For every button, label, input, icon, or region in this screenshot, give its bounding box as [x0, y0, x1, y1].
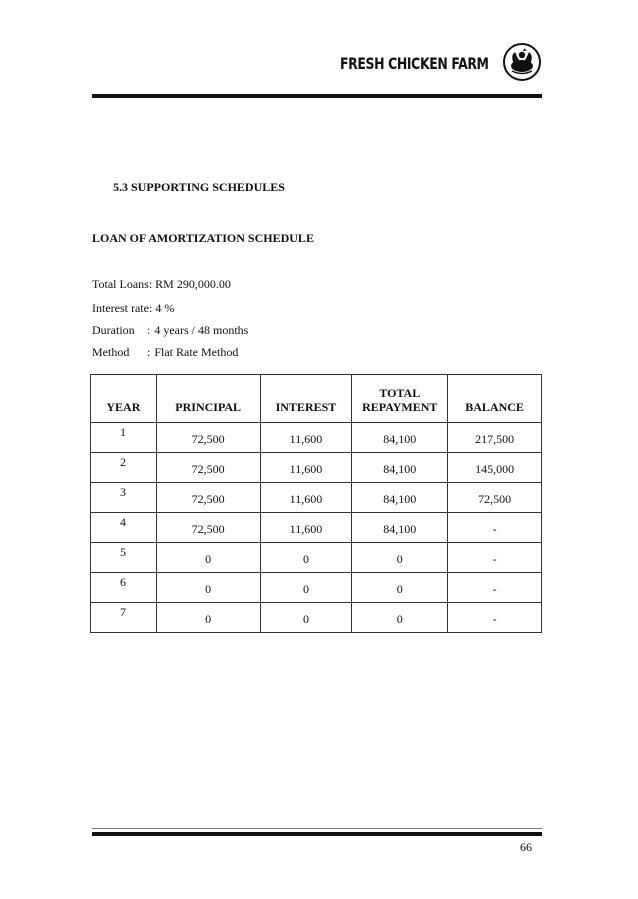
- header-total-line2: REPAYMENT: [362, 400, 438, 414]
- header-rule: [92, 94, 542, 98]
- header-balance: BALANCE: [448, 375, 542, 423]
- cell-total: 0: [352, 543, 448, 573]
- header-interest: INTEREST: [260, 375, 352, 423]
- cell-year: 1: [91, 423, 157, 453]
- brand-header: [330, 42, 550, 86]
- cell-year: 2: [91, 453, 157, 483]
- cell-balance: 145,000: [448, 453, 542, 483]
- interest-rate-label: Interest rate:: [92, 301, 153, 315]
- cell-total: 0: [352, 573, 448, 603]
- header-total-repayment: [352, 375, 448, 423]
- brand-name: FRESH CHICKEN FARM: [340, 54, 489, 73]
- cell-interest: 11,600: [260, 453, 352, 483]
- method-value: Flat Rate Method: [154, 345, 239, 359]
- page-number: 66: [520, 840, 532, 854]
- cell-interest: 11,600: [260, 423, 352, 453]
- method-separator: :: [147, 345, 151, 359]
- cell-total: 84,100: [352, 453, 448, 483]
- cell-total: 84,100: [352, 483, 448, 513]
- cell-balance: -: [448, 543, 542, 573]
- cell-interest: 0: [260, 573, 352, 603]
- table-row: [91, 423, 542, 453]
- duration-separator: :: [147, 323, 151, 337]
- cell-year: 7: [91, 603, 157, 633]
- footer-rule-thin: [92, 828, 542, 829]
- cell-principal: 72,500: [156, 483, 260, 513]
- cell-year: 3: [91, 483, 157, 513]
- table-row: [91, 513, 542, 543]
- cell-principal: 0: [156, 543, 260, 573]
- table-row: [91, 543, 542, 573]
- cell-interest: 11,600: [260, 483, 352, 513]
- duration-line: [92, 323, 248, 338]
- duration-label: Duration: [92, 323, 135, 337]
- total-loans-value: RM 290,000.00: [155, 277, 231, 291]
- schedule-title: LOAN OF AMORTIZATION SCHEDULE: [92, 231, 314, 245]
- cell-interest: 0: [260, 543, 352, 573]
- cell-year: 4: [91, 513, 157, 543]
- cell-principal: 0: [156, 603, 260, 633]
- method-label: Method: [92, 345, 130, 359]
- cell-balance: 72,500: [448, 483, 542, 513]
- section-heading: 5.3 SUPPORTING SCHEDULES: [113, 180, 285, 194]
- cell-total: 84,100: [352, 423, 448, 453]
- cell-interest: 0: [260, 603, 352, 633]
- cell-principal: 72,500: [156, 513, 260, 543]
- cell-total: 84,100: [352, 513, 448, 543]
- cell-balance: -: [448, 513, 542, 543]
- table-row: [91, 453, 542, 483]
- header-principal: PRINCIPAL: [156, 375, 260, 423]
- cell-interest: 11,600: [260, 513, 352, 543]
- interest-rate-value: 4 %: [155, 301, 175, 315]
- cell-total: 0: [352, 603, 448, 633]
- amortization-table: [90, 374, 542, 633]
- cell-balance: -: [448, 573, 542, 603]
- cell-principal: 72,500: [156, 453, 260, 483]
- cell-balance: -: [448, 603, 542, 633]
- table-row: [91, 483, 542, 513]
- cell-principal: 72,500: [156, 423, 260, 453]
- table-header-row: [91, 375, 542, 423]
- duration-value: 4 years / 48 months: [154, 323, 249, 337]
- cell-year: 5: [91, 543, 157, 573]
- cell-year: 6: [91, 573, 157, 603]
- interest-rate-line: [92, 301, 174, 316]
- cell-balance: 217,500: [448, 423, 542, 453]
- header-total-line1: TOTAL: [379, 386, 421, 400]
- header-year: YEAR: [91, 375, 157, 423]
- total-loans-line: [92, 277, 231, 292]
- footer-rule: [92, 832, 542, 836]
- method-line: [92, 345, 238, 360]
- table-row: [91, 603, 542, 633]
- chicken-logo-icon: [502, 42, 542, 82]
- cell-principal: 0: [156, 573, 260, 603]
- total-loans-label: Total Loans:: [92, 277, 153, 291]
- table-row: [91, 573, 542, 603]
